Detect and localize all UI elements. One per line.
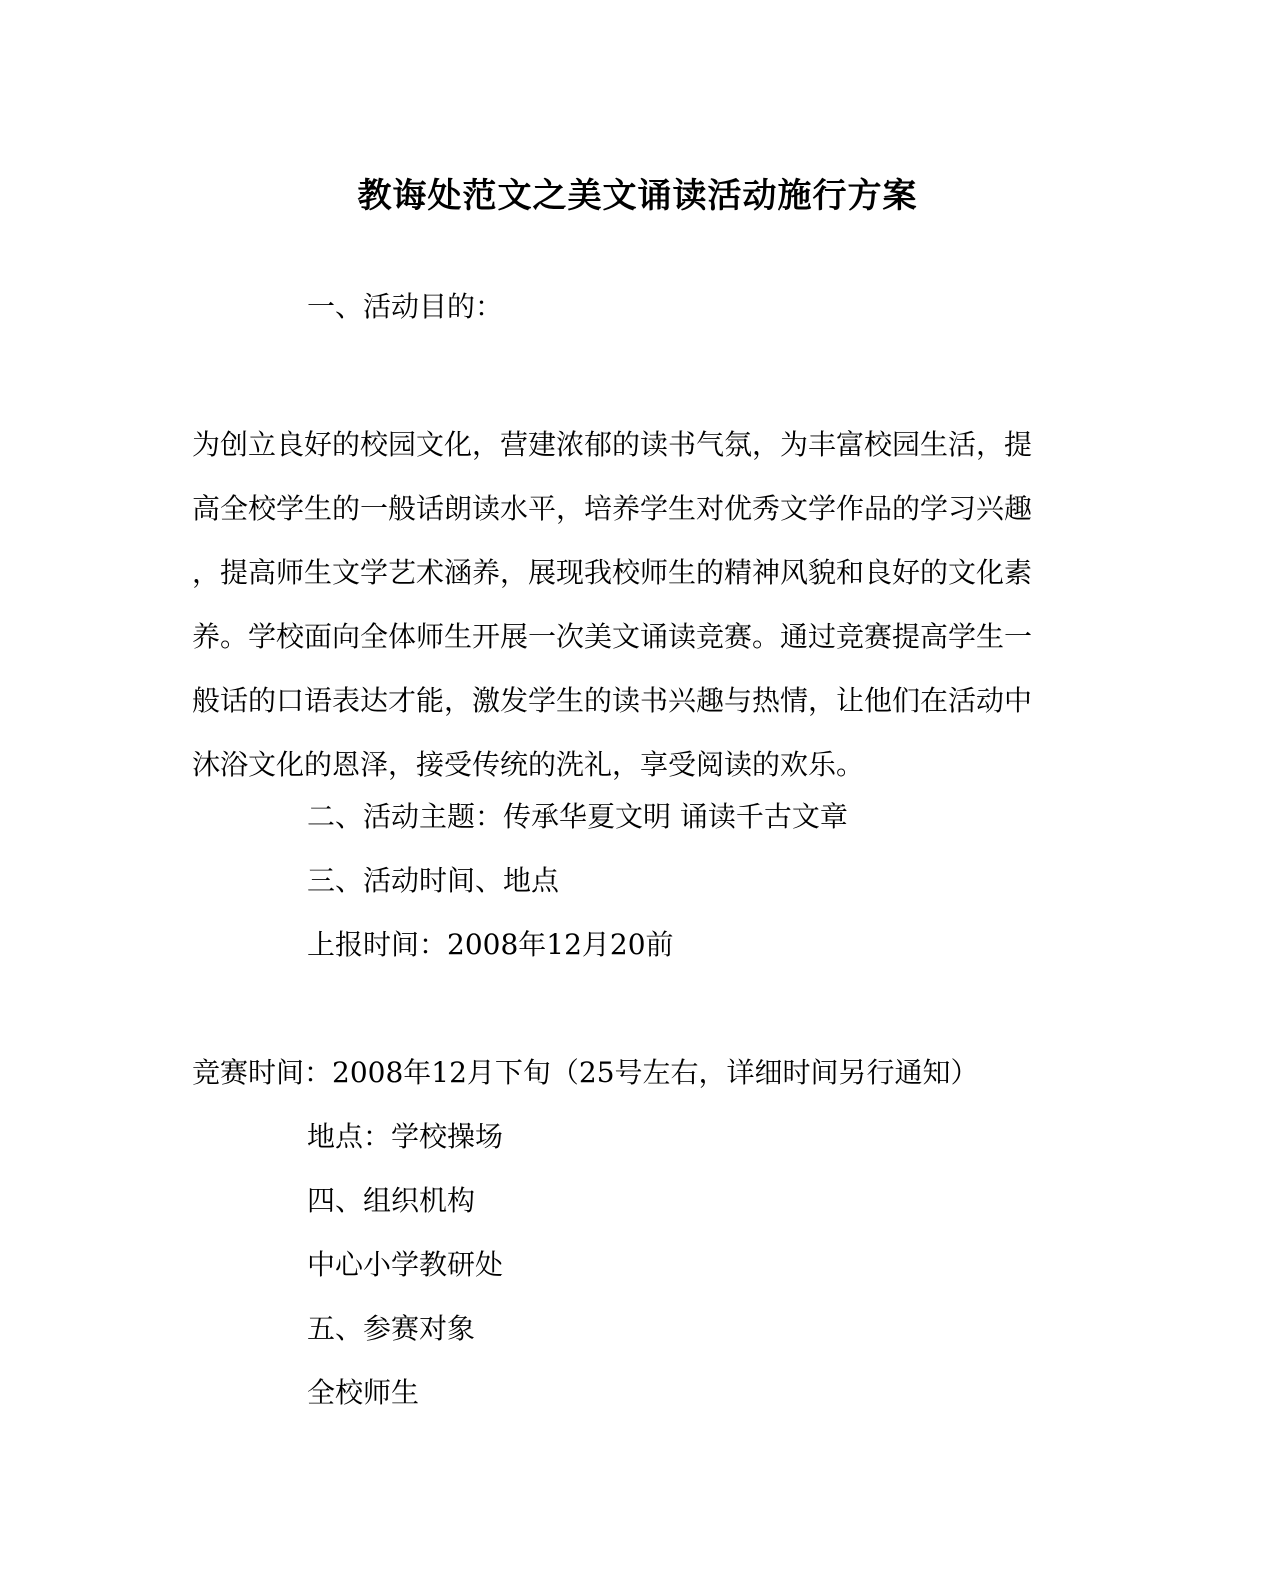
participants: 全校师生 bbox=[307, 1376, 420, 1409]
location: 地点：学校操场 bbox=[307, 1120, 504, 1153]
contest-time: 竞赛时间：2008年12月下旬（25号左右，详细时间另行通知） bbox=[192, 1056, 979, 1089]
document-title: 教诲处范文之美文诵读活动施行方案 bbox=[357, 176, 918, 216]
body-line: 养。学校面向全体师生开展一次美文诵读竞赛。通过竞赛提高学生一 bbox=[192, 620, 1033, 653]
section5-heading: 五、参赛对象 bbox=[307, 1312, 476, 1345]
body-line: 般话的口语表达才能，激发学生的读书兴趣与热情，让他们在活动中 bbox=[192, 684, 1033, 717]
section1-body bbox=[192, 413, 1067, 797]
section4-heading: 四、组织机构 bbox=[307, 1184, 476, 1217]
body-line: 为创立良好的校园文化，营建浓郁的读书气氛，为丰富校园生活，提 bbox=[192, 428, 1033, 461]
report-time: 上报时间：2008年12月20前 bbox=[307, 928, 674, 961]
section2-heading: 二、活动主题：传承华夏文明 诵读千古文章 bbox=[307, 800, 848, 833]
section1-heading: 一、活动目的： bbox=[307, 290, 504, 323]
body-line: 高全校学生的一般话朗读水平，培养学生对优秀文学作品的学习兴趣 bbox=[192, 492, 1033, 525]
body-line: 沐浴文化的恩泽，接受传统的洗礼，享受阅读的欢乐。 bbox=[192, 748, 865, 781]
organizer: 中心小学教研处 bbox=[307, 1248, 504, 1281]
section3-heading: 三、活动时间、地点 bbox=[307, 864, 560, 897]
body-line: ，提高师生文学艺术涵养，展现我校师生的精神风貌和良好的文化素 bbox=[192, 556, 1033, 589]
